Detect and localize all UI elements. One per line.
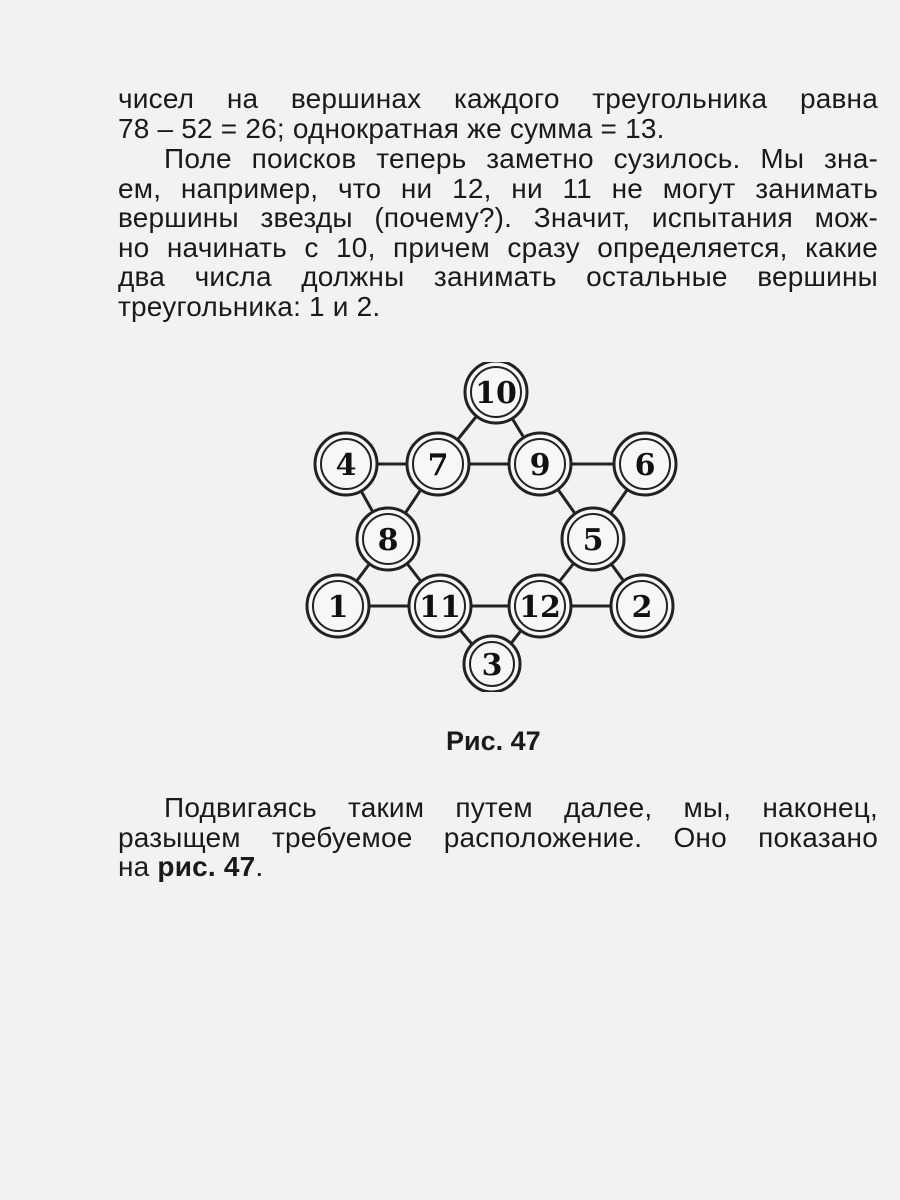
- star-figure: [290, 362, 710, 692]
- node-10-label: 10: [475, 376, 517, 411]
- node-1-label: 1: [327, 590, 349, 625]
- star-diagram: [290, 362, 710, 692]
- paragraph-2-line-5: два числа должны занимать остальные вершины: [118, 261, 878, 292]
- node-3-label: 3: [481, 648, 503, 683]
- paragraph-3-line-2: разыщем требуемое расположение. Оно показано: [118, 821, 878, 853]
- node-5-label: 5: [582, 523, 604, 558]
- node-3: [464, 636, 520, 692]
- node-4-label: 4: [335, 448, 357, 483]
- node-7: [407, 433, 469, 495]
- node-6: [614, 433, 676, 495]
- node-7-label: 7: [427, 448, 449, 483]
- paragraph-2: [118, 144, 878, 321]
- paragraph-2-line-3: вершины звезды (почему?). Значит, испытания мож-: [118, 202, 878, 233]
- node-4: [315, 433, 377, 495]
- node-9: [509, 433, 571, 495]
- node-11-label: 11: [419, 590, 461, 625]
- node-9-label: 9: [529, 448, 551, 483]
- paragraph-2-line-2: ем, например, что ни 12, ни 11 не могут занимать: [118, 172, 878, 204]
- paragraph-1: [118, 84, 878, 143]
- paragraph-2-line-4: но начинать с 10, причем сразу определяется, какие: [118, 231, 878, 263]
- paragraph-2-line-1: Поле поисков теперь заметно сузилось. Мы зна-: [164, 143, 878, 174]
- paragraph-1-line-2: 78 – 52 = 26; однократная же сумма = 13.: [118, 112, 665, 144]
- node-2: [611, 575, 673, 637]
- paragraph-2-line-6: треугольника: 1 и 2.: [118, 290, 381, 322]
- node-1: [307, 575, 369, 637]
- paragraph-3: [118, 793, 878, 882]
- paragraph-3-line-3: [118, 852, 878, 882]
- node-8: [357, 508, 419, 570]
- node-5: [562, 508, 624, 570]
- paragraph-1-line-1: чисел на вершинах каждого треугольника равна: [118, 83, 878, 114]
- line-3-prefix: на: [118, 851, 158, 882]
- figure-reference: рис. 47: [157, 851, 256, 882]
- line-3-suffix: .: [255, 851, 264, 882]
- node-8-label: 8: [377, 523, 399, 558]
- node-2-label: 2: [631, 590, 653, 625]
- paragraph-3-line-1: Подвигаясь таким путем далее, мы, наконец,: [164, 792, 878, 823]
- node-12-label: 12: [519, 590, 561, 625]
- figure-caption: Рис. 47: [446, 726, 541, 756]
- node-10: [465, 362, 527, 423]
- node-12: [509, 575, 571, 637]
- node-6-label: 6: [634, 448, 656, 483]
- node-11: [409, 575, 471, 637]
